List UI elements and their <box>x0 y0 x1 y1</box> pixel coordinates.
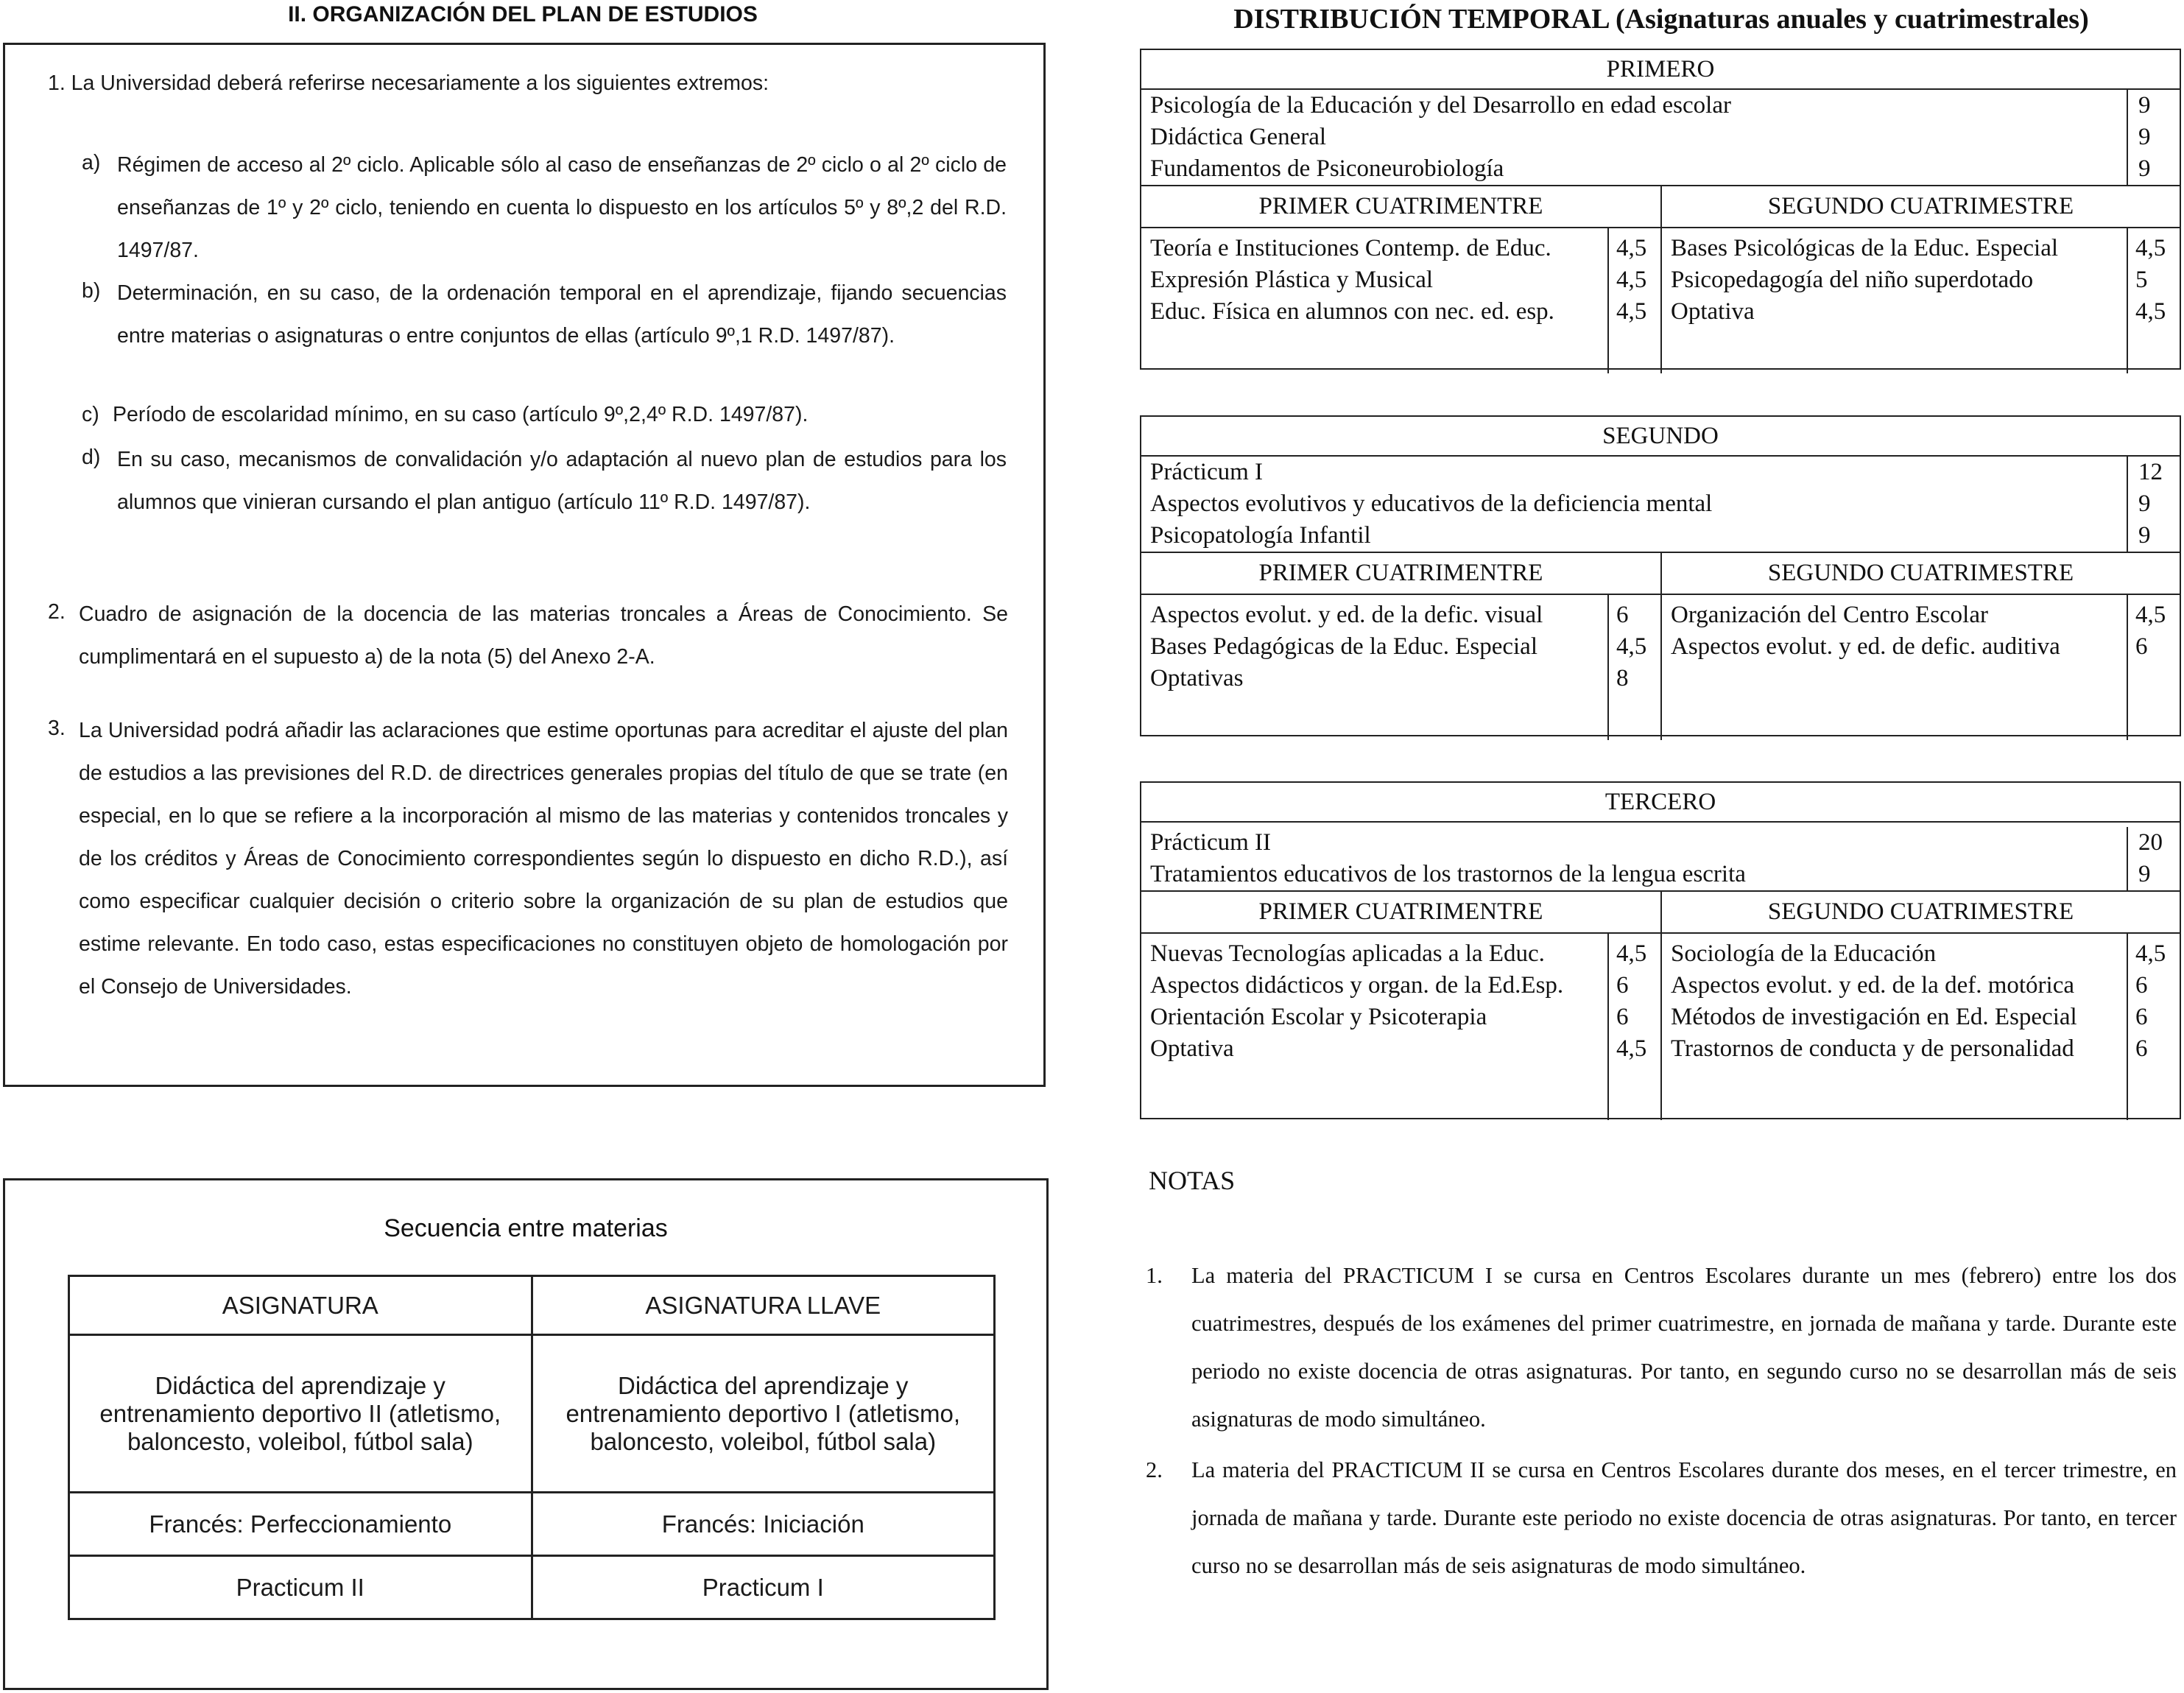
table-row <box>69 1493 995 1556</box>
year-header: TERCERO <box>1141 783 2180 823</box>
subject-credits: 6 <box>1616 972 1629 999</box>
subject-name: Didáctica General <box>1141 122 2128 153</box>
subject-credits: 9 <box>2138 124 2151 150</box>
subject-name: Teoría e Instituciones Contemp. de Educ. <box>1150 235 1551 261</box>
subject-name: Educ. Física en alumnos con nec. ed. esp. <box>1150 298 1554 325</box>
subject-credits: 6 <box>2135 972 2148 999</box>
column-header-key-subject: ASIGNATURA LLAVE <box>532 1276 995 1335</box>
list-item <box>1141 90 2180 122</box>
list-item <box>1141 488 2180 520</box>
subject-name: Trastornos de conducta y de personalidad <box>1671 1035 2074 1062</box>
item-2-text: Cuadro de asignación de la docencia de las materias troncales a Áreas de Conocimiento. Se cumplimentará en el supuesto a) de la nota (5) del Anexo 2-A. <box>79 602 1008 669</box>
table-cell: Didáctica del aprendizaje y entrenamiento deportivo I (atletismo, baloncesto, voleibol, fútbol sala) <box>532 1335 995 1493</box>
section-title: II. ORGANIZACIÓN DEL PLAN DE ESTUDIOS <box>288 2 758 27</box>
subject-credits: 6 <box>2135 1035 2148 1062</box>
note-text: La materia del PRACTICUM I se cursa en Centros Escolares durante un mes (febrero) entre los dos cuatrimestres, después de los exámenes del primer cuatrimestre, en jornada de mañana y tarde. Durante este periodo no existe docencia de otras asignaturas. Por tanto, en segundo curso no se desarrollan más de seis asignaturas de modo simultáneo. <box>1191 1263 2177 1432</box>
subject-credits: 4,5 <box>1616 235 1647 261</box>
second-semester-label: SEGUNDO CUATRIMESTRE <box>1767 560 2074 586</box>
year-header: PRIMERO <box>1141 50 2180 90</box>
subject-credits: 20 <box>2138 829 2163 856</box>
subject-credits: 6 <box>2135 1004 2148 1030</box>
subject-credits: 9 <box>2138 155 2151 182</box>
subject-credits: 4,5 <box>1616 267 1647 293</box>
table-cell: Practicum I <box>532 1556 995 1619</box>
table-cell: Francés: Perfeccionamiento <box>69 1493 532 1556</box>
semester-header <box>1141 892 2180 934</box>
subject-credits: 6 <box>1616 602 1629 628</box>
item-c-label: c) <box>82 403 99 426</box>
semester-header <box>1141 553 2180 595</box>
subject-credits: 4,5 <box>2135 235 2166 261</box>
column-header-subject: ASIGNATURA <box>69 1276 532 1335</box>
subject-credits: 4,5 <box>2135 940 2166 967</box>
item-3-text: La Universidad podrá añadir las aclaraciones que estime oportunas para acreditar el ajuste del plan de estudios a las previsiones del R.D. de directrices generales propias del título de que se trate (en especial, en lo que se refiere a la incorporación al mismo de las materias y contenidos troncales y de los créditos y Áreas de Conocimiento correspondientes según lo dispuesto en dicho R.D.), así como especificar cualquier decisión o criterio sobre la organización de su plan de estudios que estime relevante. En todo caso, estas especificaciones no constituyen objeto de homologación por el Consejo de Universidades. <box>79 719 1008 999</box>
subject-name: Nuevas Tecnologías aplicadas a la Educ. <box>1150 940 1545 967</box>
note-number: 1. <box>1146 1263 1163 1288</box>
second-semester-column <box>1662 595 2180 740</box>
second-semester-label: SEGUNDO CUATRIMESTRE <box>1767 193 2074 219</box>
subject-credits: 4,5 <box>1616 633 1647 660</box>
subject-name: Bases Pedagógicas de la Educ. Especial <box>1150 633 1537 660</box>
subject-name: Aspectos evolutivos y educativos de la deficiencia mental <box>1141 488 2128 520</box>
subject-name: Expresión Plástica y Musical <box>1150 267 1434 293</box>
item-2-number: 2. <box>48 600 66 624</box>
sequence-box <box>3 1178 1049 1690</box>
first-semester-label: PRIMER CUATRIMENTRE <box>1141 186 1662 227</box>
second-semester-column <box>1662 934 2180 1120</box>
distribution-title: DISTRIBUCIÓN TEMPORAL (Asignaturas anuales y cuatrimestrales) <box>1233 4 2089 35</box>
second-semester-column <box>1662 228 2180 373</box>
subject-credits: 4,5 <box>2135 298 2166 325</box>
subject-name: Fundamentos de Psiconeurobiología <box>1141 153 2128 185</box>
note-text: La materia del PRACTICUM II se cursa en Centros Escolares durante dos meses, en el tercer trimestre, en jornada de mañana y tarde. Durante este periodo no existe docencia de otras asignaturas. Por tanto, en tercer curso no se desarrollan más de seis asignaturas de modo simultáneo. <box>1191 1457 2177 1578</box>
sequence-table <box>68 1275 996 1620</box>
subject-name: Aspectos evolut. y ed. de defic. auditiva <box>1671 633 2060 660</box>
item-1-text: 1. La Universidad deberá referirse necesariamente a los siguientes extremos: <box>48 71 769 95</box>
list-item <box>1141 859 2180 890</box>
year-header: SEGUNDO <box>1141 417 2180 457</box>
table-header-row <box>69 1276 995 1335</box>
subject-name: Optativa <box>1150 1035 1234 1062</box>
subject-name: Aspectos didácticos y organ. de la Ed.Esp. <box>1150 972 1564 999</box>
subject-name: Aspectos evolut. y ed. de la defic. visual <box>1150 602 1543 628</box>
subject-name: Psicopedagogía del niño superdotado <box>1671 267 2034 293</box>
subject-name: Aspectos evolut. y ed. de la def. motórica <box>1671 972 2074 999</box>
table-row <box>69 1335 995 1493</box>
subject-credits: 9 <box>2138 92 2151 119</box>
subject-credits: 9 <box>2138 490 2151 517</box>
first-semester-label: PRIMER CUATRIMENTRE <box>1141 553 1662 594</box>
subject-name: Optativa <box>1671 298 1755 325</box>
sequence-title: Secuencia entre materias <box>384 1214 668 1242</box>
subject-credits: 8 <box>1616 665 1629 691</box>
list-item <box>1141 457 2180 488</box>
first-semester-column <box>1141 595 1662 740</box>
subject-name: Orientación Escolar y Psicoterapia <box>1150 1004 1487 1030</box>
subject-name: Prácticum II <box>1141 827 2128 859</box>
note-item <box>1146 1252 2177 1451</box>
list-item <box>1141 122 2180 153</box>
subject-name: Psicopatología Infantil <box>1141 520 2128 552</box>
subject-name: Prácticum I <box>1141 457 2128 488</box>
subject-credits: 6 <box>2135 633 2148 660</box>
subject-name: Tratamientos educativos de los trastornos de la lengua escrita <box>1141 859 2128 890</box>
annual-subjects <box>1141 823 2180 892</box>
item-b-label: b) <box>82 279 101 303</box>
table-cell: Didáctica del aprendizaje y entrenamiento deportivo II (atletismo, baloncesto, voleibol, fútbol sala) <box>69 1335 532 1493</box>
second-semester-label: SEGUNDO CUATRIMESTRE <box>1767 898 2074 925</box>
annual-subjects <box>1141 90 2180 186</box>
item-a-label: a) <box>82 151 101 175</box>
list-item <box>1141 827 2180 859</box>
item-d-label: d) <box>82 446 101 469</box>
subject-credits: 4,5 <box>1616 1035 1647 1062</box>
item-d-text: En su caso, mecanismos de convalidación y/o adaptación al nuevo plan de estudios para los alumnos que vinieran cursando el plan antiguo (artículo 11º R.D. 1497/87). <box>117 448 1007 514</box>
subject-name: Bases Psicológicas de la Educ. Especial <box>1671 235 2059 261</box>
first-semester-column <box>1141 228 1662 373</box>
semester-body <box>1141 228 2180 373</box>
subject-credits: 4,5 <box>1616 298 1647 325</box>
organization-box <box>3 43 1046 1087</box>
table-cell: Practicum II <box>69 1556 532 1619</box>
first-semester-column <box>1141 934 1662 1120</box>
subject-credits: 9 <box>2138 861 2151 887</box>
note-number: 2. <box>1146 1457 1163 1482</box>
table-row <box>69 1556 995 1619</box>
subject-credits: 4,5 <box>1616 940 1647 967</box>
subject-credits: 5 <box>2135 267 2148 293</box>
subject-credits: 4,5 <box>2135 602 2166 628</box>
item-c-text: Período de escolaridad mínimo, en su caso (artículo 9º,2,4º R.D. 1497/87). <box>113 403 809 426</box>
year-table-segundo <box>1140 415 2181 736</box>
notes-title: NOTAS <box>1149 1166 1236 1195</box>
list-item <box>1141 520 2180 552</box>
subject-name: Organización del Centro Escolar <box>1671 602 1988 628</box>
subject-credits: 9 <box>2138 522 2151 549</box>
item-3-number: 3. <box>48 717 66 740</box>
subject-name: Psicología de la Educación y del Desarrollo en edad escolar <box>1141 90 2128 122</box>
subject-credits: 12 <box>2138 459 2163 485</box>
year-table-primero <box>1140 49 2181 370</box>
item-a-text: Régimen de acceso al 2º ciclo. Aplicable sólo al caso de enseñanzas de 2º ciclo o al 2º ciclo de enseñanzas de 1º y 2º ciclo, teniendo en cuenta lo dispuesto en los artículos 5º y 8º,2 del R.D. 1497/87. <box>117 153 1007 262</box>
first-semester-label: PRIMER CUATRIMENTRE <box>1141 892 1662 932</box>
year-table-tercero <box>1140 781 2181 1119</box>
subject-credits: 6 <box>1616 1004 1629 1030</box>
semester-body <box>1141 934 2180 1120</box>
subject-name: Métodos de investigación en Ed. Especial <box>1671 1004 2077 1030</box>
semester-body <box>1141 595 2180 740</box>
list-item <box>1141 153 2180 185</box>
annual-subjects <box>1141 457 2180 553</box>
subject-name: Sociología de la Educación <box>1671 940 1937 967</box>
subject-name: Optativas <box>1150 665 1244 691</box>
table-cell: Francés: Iniciación <box>532 1493 995 1556</box>
note-item <box>1146 1446 2177 1645</box>
semester-header <box>1141 186 2180 228</box>
item-b-text: Determinación, en su caso, de la ordenación temporal en el aprendizaje, fijando secuencias entre materias o asignaturas o entre conjuntos de ellas (artículo 9º,1 R.D. 1497/87). <box>117 281 1007 348</box>
